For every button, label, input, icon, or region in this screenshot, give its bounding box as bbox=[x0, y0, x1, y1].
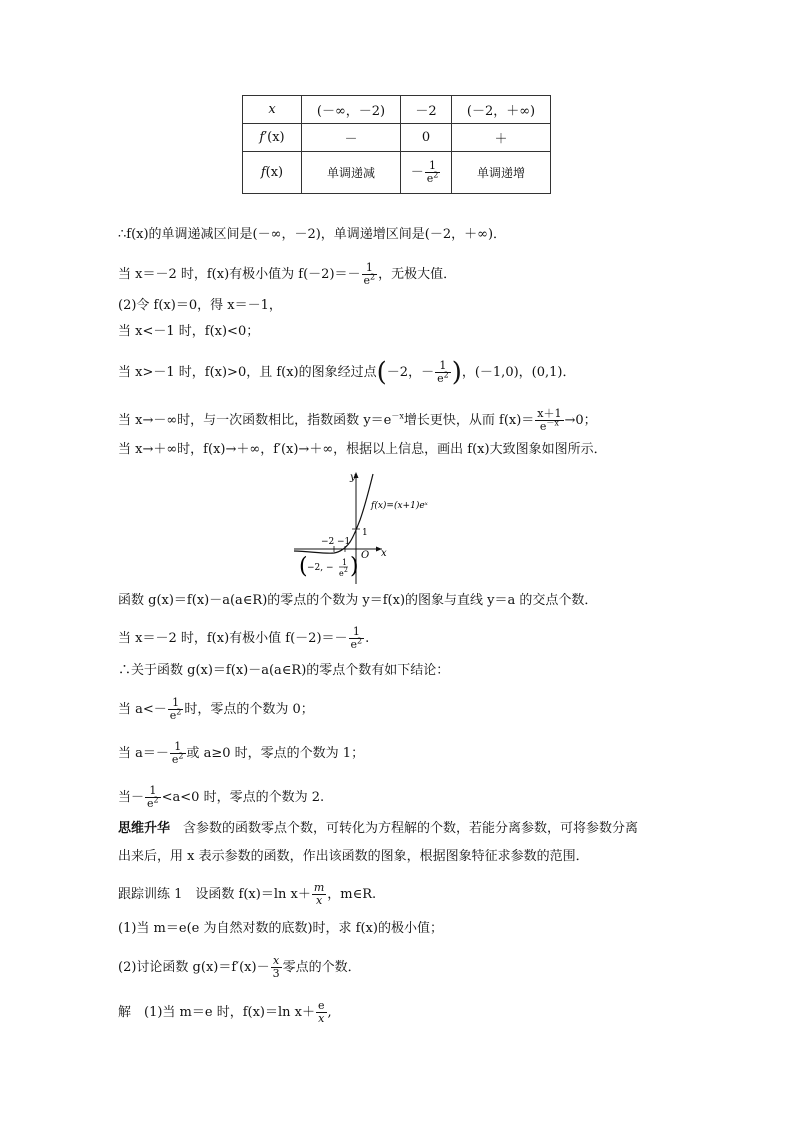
text-line: ∴f(x)的单调递减区间是(－∞，－2)，单调递增区间是(－2，＋∞)． bbox=[118, 227, 507, 242]
table-cell: ＋ bbox=[452, 124, 551, 152]
tick-label-y1: 1 bbox=[362, 528, 368, 538]
text-line: 当 x＝－2 时，f(x)有极小值 f(－2)＝－ $\frac{1}{e^2}$ . bbox=[118, 625, 370, 651]
function-graph bbox=[290, 468, 450, 586]
text-line: 当 x→－∞时，与一次函数相比，指数函数 $y=e^{-x}$增长更快，从而 f(x)＝ $\frac{x+1}{e^{-x}}$ →0； bbox=[118, 407, 597, 433]
text-line: 当 a＝－ $\frac{1}{e^2}$ 或 a≥0 时，零点的个数为 1； bbox=[118, 740, 365, 766]
text-line: ∴关于函数 g(x)＝f(x)－a(a∈R)的零点个数有如下结论： bbox=[118, 663, 450, 678]
text-line: 当 a<－ $\frac{1}{e^2}$ 时，零点的个数为 0； bbox=[118, 696, 314, 722]
table-cell-min-value: － $\frac{1}{e^2}$ bbox=[401, 152, 452, 194]
table-cell: (－2，＋∞) bbox=[452, 96, 551, 124]
table-cell: 单调递增 bbox=[452, 152, 551, 194]
point-frac-exp: 2 bbox=[344, 567, 348, 574]
text-line: 当 x<－1 时，f(x)<0； bbox=[118, 324, 260, 339]
text-line: 当 x＝－2 时，f(x)有极小值为 f(－2)＝－ $\frac{1}{e^2}$ ，无极大值． bbox=[118, 261, 457, 287]
sign-table bbox=[242, 95, 551, 194]
tick-label-neg1: −1 bbox=[337, 537, 351, 547]
text-line: (1)当 m＝e(e 为自然对数的底数)时，求 f(x)的极小值； bbox=[118, 921, 443, 936]
origin-label: O bbox=[361, 550, 370, 561]
point-label: −2, − bbox=[307, 563, 334, 573]
table-cell: －2 bbox=[401, 96, 452, 124]
text-line: 函数 g(x)＝f(x)－a(a∈R)的零点的个数为 y＝f(x)的图象与直线 y＝a 的交点个数． bbox=[118, 593, 598, 608]
table-cell: (－∞，－2) bbox=[302, 96, 401, 124]
text-line: 当 x→＋∞时，f(x)→＋∞，f′(x)→＋∞，根据以上信息，画出 f(x)大致图象如图所示． bbox=[118, 442, 607, 457]
table-header-f: f(x) bbox=[243, 152, 302, 194]
text-line: (2)令 f(x)＝0，得 x＝－1， bbox=[118, 298, 282, 313]
table-cell: 0 bbox=[401, 124, 452, 152]
svg-text:): ) bbox=[350, 554, 359, 579]
text-line: 当－ $\frac{1}{e^2}$ <a<0 时，零点的个数为 2. bbox=[118, 784, 325, 810]
tick-label-neg2: −2 bbox=[321, 537, 335, 547]
y-axis-label: y bbox=[350, 472, 356, 483]
point-frac-den: e bbox=[339, 569, 344, 578]
point-frac-num: 1 bbox=[342, 558, 348, 567]
table-header-fprime: f′(x) bbox=[243, 124, 302, 152]
svg-text:(: ( bbox=[299, 554, 308, 579]
table-header-x: x bbox=[243, 96, 302, 124]
curve-label: f(x)=(x+1)eˣ bbox=[371, 501, 428, 511]
section-heading: 思维升华 bbox=[118, 821, 171, 836]
text-line: 跟踪训练 1 设函数 f(x)＝ln x＋ $\frac{m}{x}$ ，m∈R. bbox=[118, 881, 377, 907]
text-line: 当 x>－1 时，f(x)>0，且 f(x)的图象经过点(－2，－ $\frac{1}{e^2}$ )，(－1,0)，(0,1)． bbox=[118, 357, 576, 388]
table-cell: 单调递减 bbox=[302, 152, 401, 194]
text-line: 思维升华 含参数的函数零点个数，可转化为方程解的个数，若能分离参数，可将参数分离 bbox=[118, 821, 639, 836]
text-line: 解 (1)当 m＝e 时，f(x)＝ln x＋ $\frac{e}{x}$ , bbox=[118, 999, 332, 1025]
text-line: 出来后，用 x 表示参数的函数，作出该函数的图象，根据图象特征求参数的范围． bbox=[118, 849, 589, 864]
table-cell: － bbox=[302, 124, 401, 152]
text-line: (2)讨论函数 g(x)＝f′(x)－ $\frac{x}{3}$ 零点的个数． bbox=[118, 954, 361, 980]
x-axis-label: x bbox=[381, 548, 387, 559]
